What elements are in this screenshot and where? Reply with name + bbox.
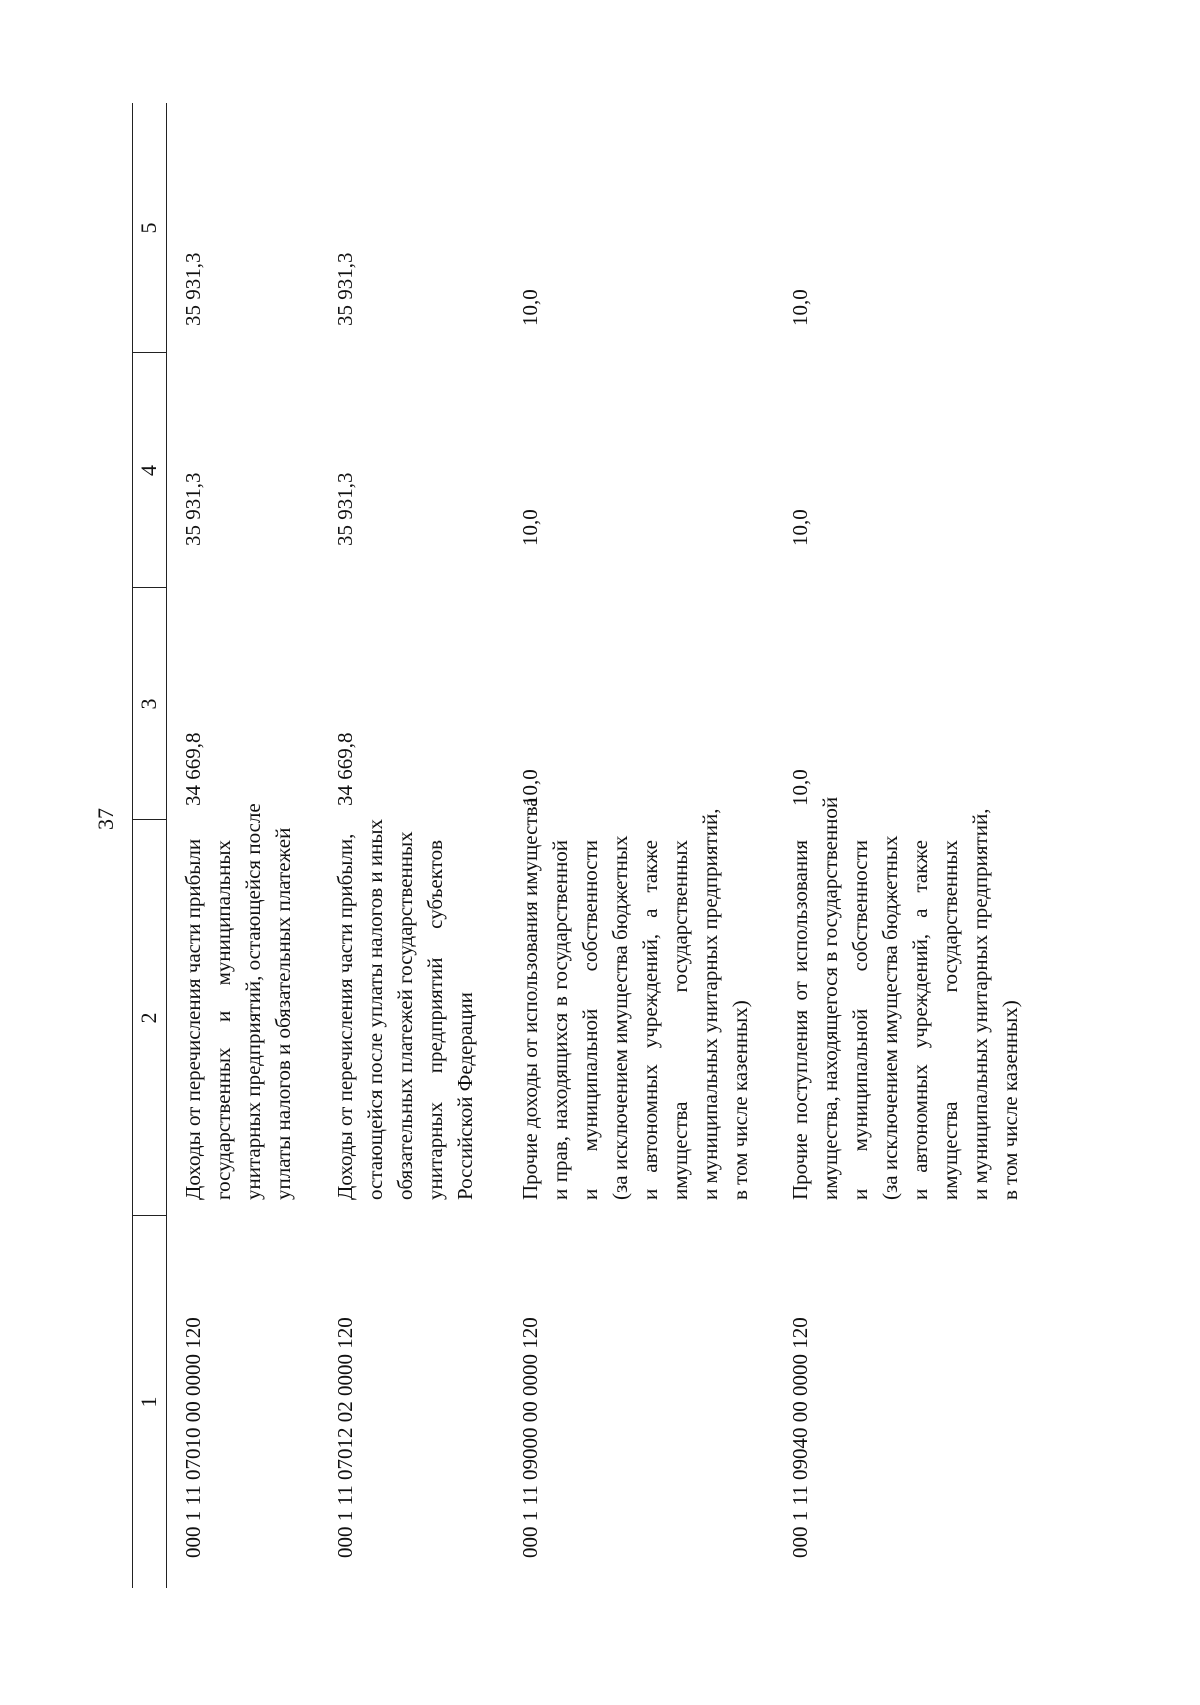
- row-value-col4: 10,0: [518, 509, 542, 546]
- description-line: и автономных учреждений, а также: [908, 840, 932, 1200]
- column-number-3: 3: [136, 698, 161, 710]
- header-top-rule: [132, 103, 133, 1588]
- description-line: имущества государственных: [938, 840, 962, 1200]
- description-line: государственных и муниципальных: [211, 840, 235, 1200]
- column-number-1: 1: [136, 1396, 161, 1408]
- description-line: остающейся после уплаты налогов и иных: [363, 819, 387, 1200]
- description-line: уплаты налогов и обязательных платежей: [271, 827, 295, 1200]
- row-value-col3: 10,0: [788, 769, 812, 806]
- description-line: в том числе казенных): [998, 1000, 1022, 1200]
- column-number-5: 5: [136, 222, 161, 234]
- row-value-col3: 34 669,8: [333, 732, 357, 806]
- row-description: [330, 819, 480, 1200]
- row-value-col5: 35 931,3: [333, 252, 357, 326]
- description-line: Доходы от перечисления части прибыли: [181, 838, 205, 1200]
- header-bottom-rule: [166, 103, 167, 1588]
- row-code: 000 1 11 07012 02 0000 120: [333, 1317, 357, 1558]
- description-line: обязательных платежей государственных: [393, 831, 417, 1200]
- column-number-4: 4: [136, 465, 161, 476]
- row-description: [515, 797, 755, 1200]
- row-value-col4: 10,0: [788, 509, 812, 546]
- row-value-col4: 35 931,3: [181, 472, 205, 546]
- description-line: унитарных предприятий, остающейся после: [241, 803, 265, 1200]
- description-line: и прав, находящихся в государственной: [548, 840, 572, 1200]
- row-value-col3: 10,0: [518, 769, 542, 806]
- column-number-2: 2: [136, 1012, 161, 1024]
- row-code: 000 1 11 09040 00 0000 120: [788, 1317, 812, 1558]
- description-line: и муниципальных унитарных предприятий,: [698, 808, 722, 1200]
- description-line: Прочие доходы от использования имущества: [518, 797, 542, 1200]
- budget-table: [130, 103, 1070, 1588]
- description-line: имущества, находящегося в государственной: [818, 796, 842, 1200]
- row-code: 000 1 11 07010 00 0000 120: [181, 1317, 205, 1558]
- page-number: 37: [93, 808, 118, 830]
- row-code: 000 1 11 09000 00 0000 120: [518, 1317, 542, 1558]
- row-value-col5: 10,0: [788, 289, 812, 326]
- description-line: в том числе казенных): [728, 1000, 752, 1200]
- description-line: имущества государственных: [668, 840, 692, 1200]
- table-header: [130, 103, 166, 1588]
- description-line: и автономных учреждений, а также: [638, 840, 662, 1200]
- row-value-col3: 34 669,8: [181, 732, 205, 806]
- description-line: и муниципальных унитарных предприятий,: [968, 808, 992, 1200]
- description-line: Российской Федерации: [453, 992, 477, 1200]
- description-line: (за исключением имущества бюджетных: [608, 835, 632, 1200]
- row-description: [785, 796, 1025, 1200]
- row-value-col5: 35 931,3: [181, 252, 205, 326]
- description-line: и муниципальной собственности: [848, 840, 872, 1200]
- row-value-col5: 10,0: [518, 289, 542, 326]
- description-line: и муниципальной собственности: [578, 840, 602, 1200]
- description-line: унитарных предприятий субъектов: [423, 840, 447, 1200]
- description-line: Прочие поступления от использования: [788, 840, 812, 1200]
- description-line: (за исключением имущества бюджетных: [878, 835, 902, 1200]
- row-description: [178, 803, 298, 1200]
- row-value-col4: 35 931,3: [333, 472, 357, 546]
- description-line: Доходы от перечисления части прибыли,: [333, 833, 357, 1200]
